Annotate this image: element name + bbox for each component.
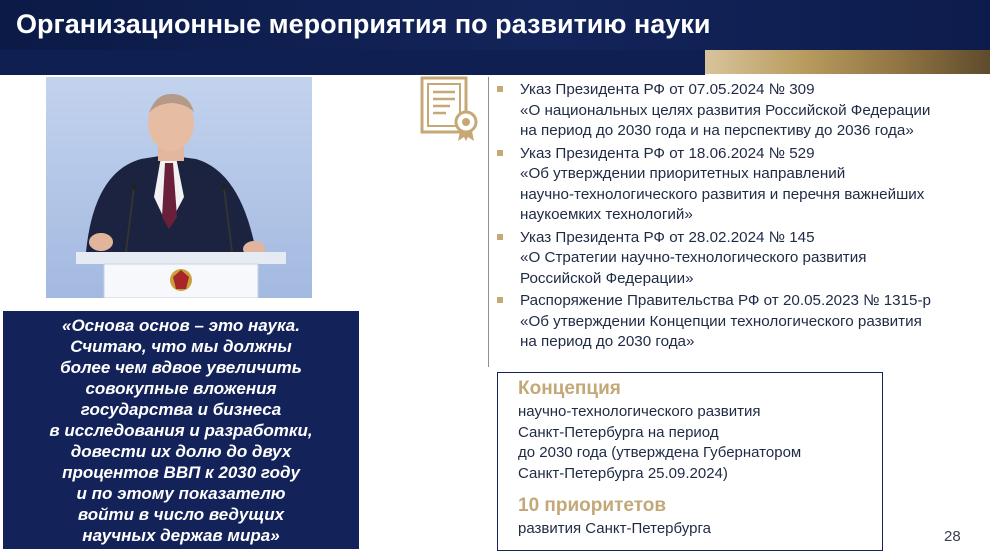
- decree-line: на период до 2030 года»: [520, 333, 695, 350]
- bullet-marker: [497, 86, 503, 92]
- decree-item: [495, 291, 975, 353]
- quote-box: [3, 311, 359, 549]
- decree-line: Указ Президента РФ от 18.06.2024 № 529: [520, 144, 815, 162]
- decree-line: «Об утверждении приоритетных направлений: [520, 165, 846, 182]
- speaker-photo-illustration: [46, 77, 312, 298]
- decree-item: [495, 80, 975, 142]
- decree-list: [495, 80, 975, 355]
- bullet-marker: [497, 234, 503, 240]
- decree-line: Указ Президента РФ от 28.02.2024 № 145: [520, 228, 815, 246]
- decree-line: «О Стратегии научно-технологического развития: [520, 249, 867, 266]
- decree-item: [495, 144, 975, 226]
- decree-item: [495, 228, 975, 290]
- decree-line: «О национальных целях развития Российской Федерации: [520, 101, 931, 119]
- priorities-heading: 10 приоритетов: [518, 495, 667, 516]
- concept-box: [497, 372, 883, 551]
- header-underline: [0, 50, 705, 75]
- decree-line: «Об утверждении Концепции технологического развития: [520, 312, 922, 330]
- gold-accent-bar: [705, 50, 990, 74]
- bullet-marker: [497, 150, 503, 156]
- page-title: Организационные мероприятия по развитию науки: [16, 9, 711, 39]
- speaker-photo: [46, 77, 312, 298]
- decree-line: Распоряжение Правительства РФ от 20.05.2023 № 1315-р: [520, 292, 932, 309]
- bullet-marker: [497, 297, 503, 303]
- decree-line: наукоемких технологий»: [520, 206, 693, 223]
- certificate-icon: [420, 76, 482, 142]
- decree-line: Российской Федерации»: [520, 269, 694, 287]
- decree-line: научно-технологического развития и перечня важнейших: [520, 185, 925, 203]
- decree-line: на период до 2030 года и на перспективу до 2036 года»: [520, 122, 914, 139]
- title-bar: [0, 0, 990, 50]
- concept-text: научно-технологического развития Санкт-Петербурга на период до 2030 года (утверждена Губернатором Санкт-Петербурга 25.09.2024): [518, 403, 802, 482]
- priorities-text: развития Санкт-Петербурга: [518, 520, 711, 537]
- divider-line: [488, 77, 489, 367]
- concept-heading: Концепция: [518, 378, 621, 399]
- decree-line: Указ Президента РФ от 07.05.2024 № 309: [520, 81, 815, 98]
- page-number: 28: [944, 528, 961, 545]
- quote-text: «Основа основ – это наука. Считаю, что мы должны более чем вдвое увеличить совокупные вложения государства и бизнеса в исследования и разработки, довести их долю до двух процентов ВВП к 2030 году и по этому показателю войти в число ведущих научных держав мира»: [49, 315, 313, 545]
